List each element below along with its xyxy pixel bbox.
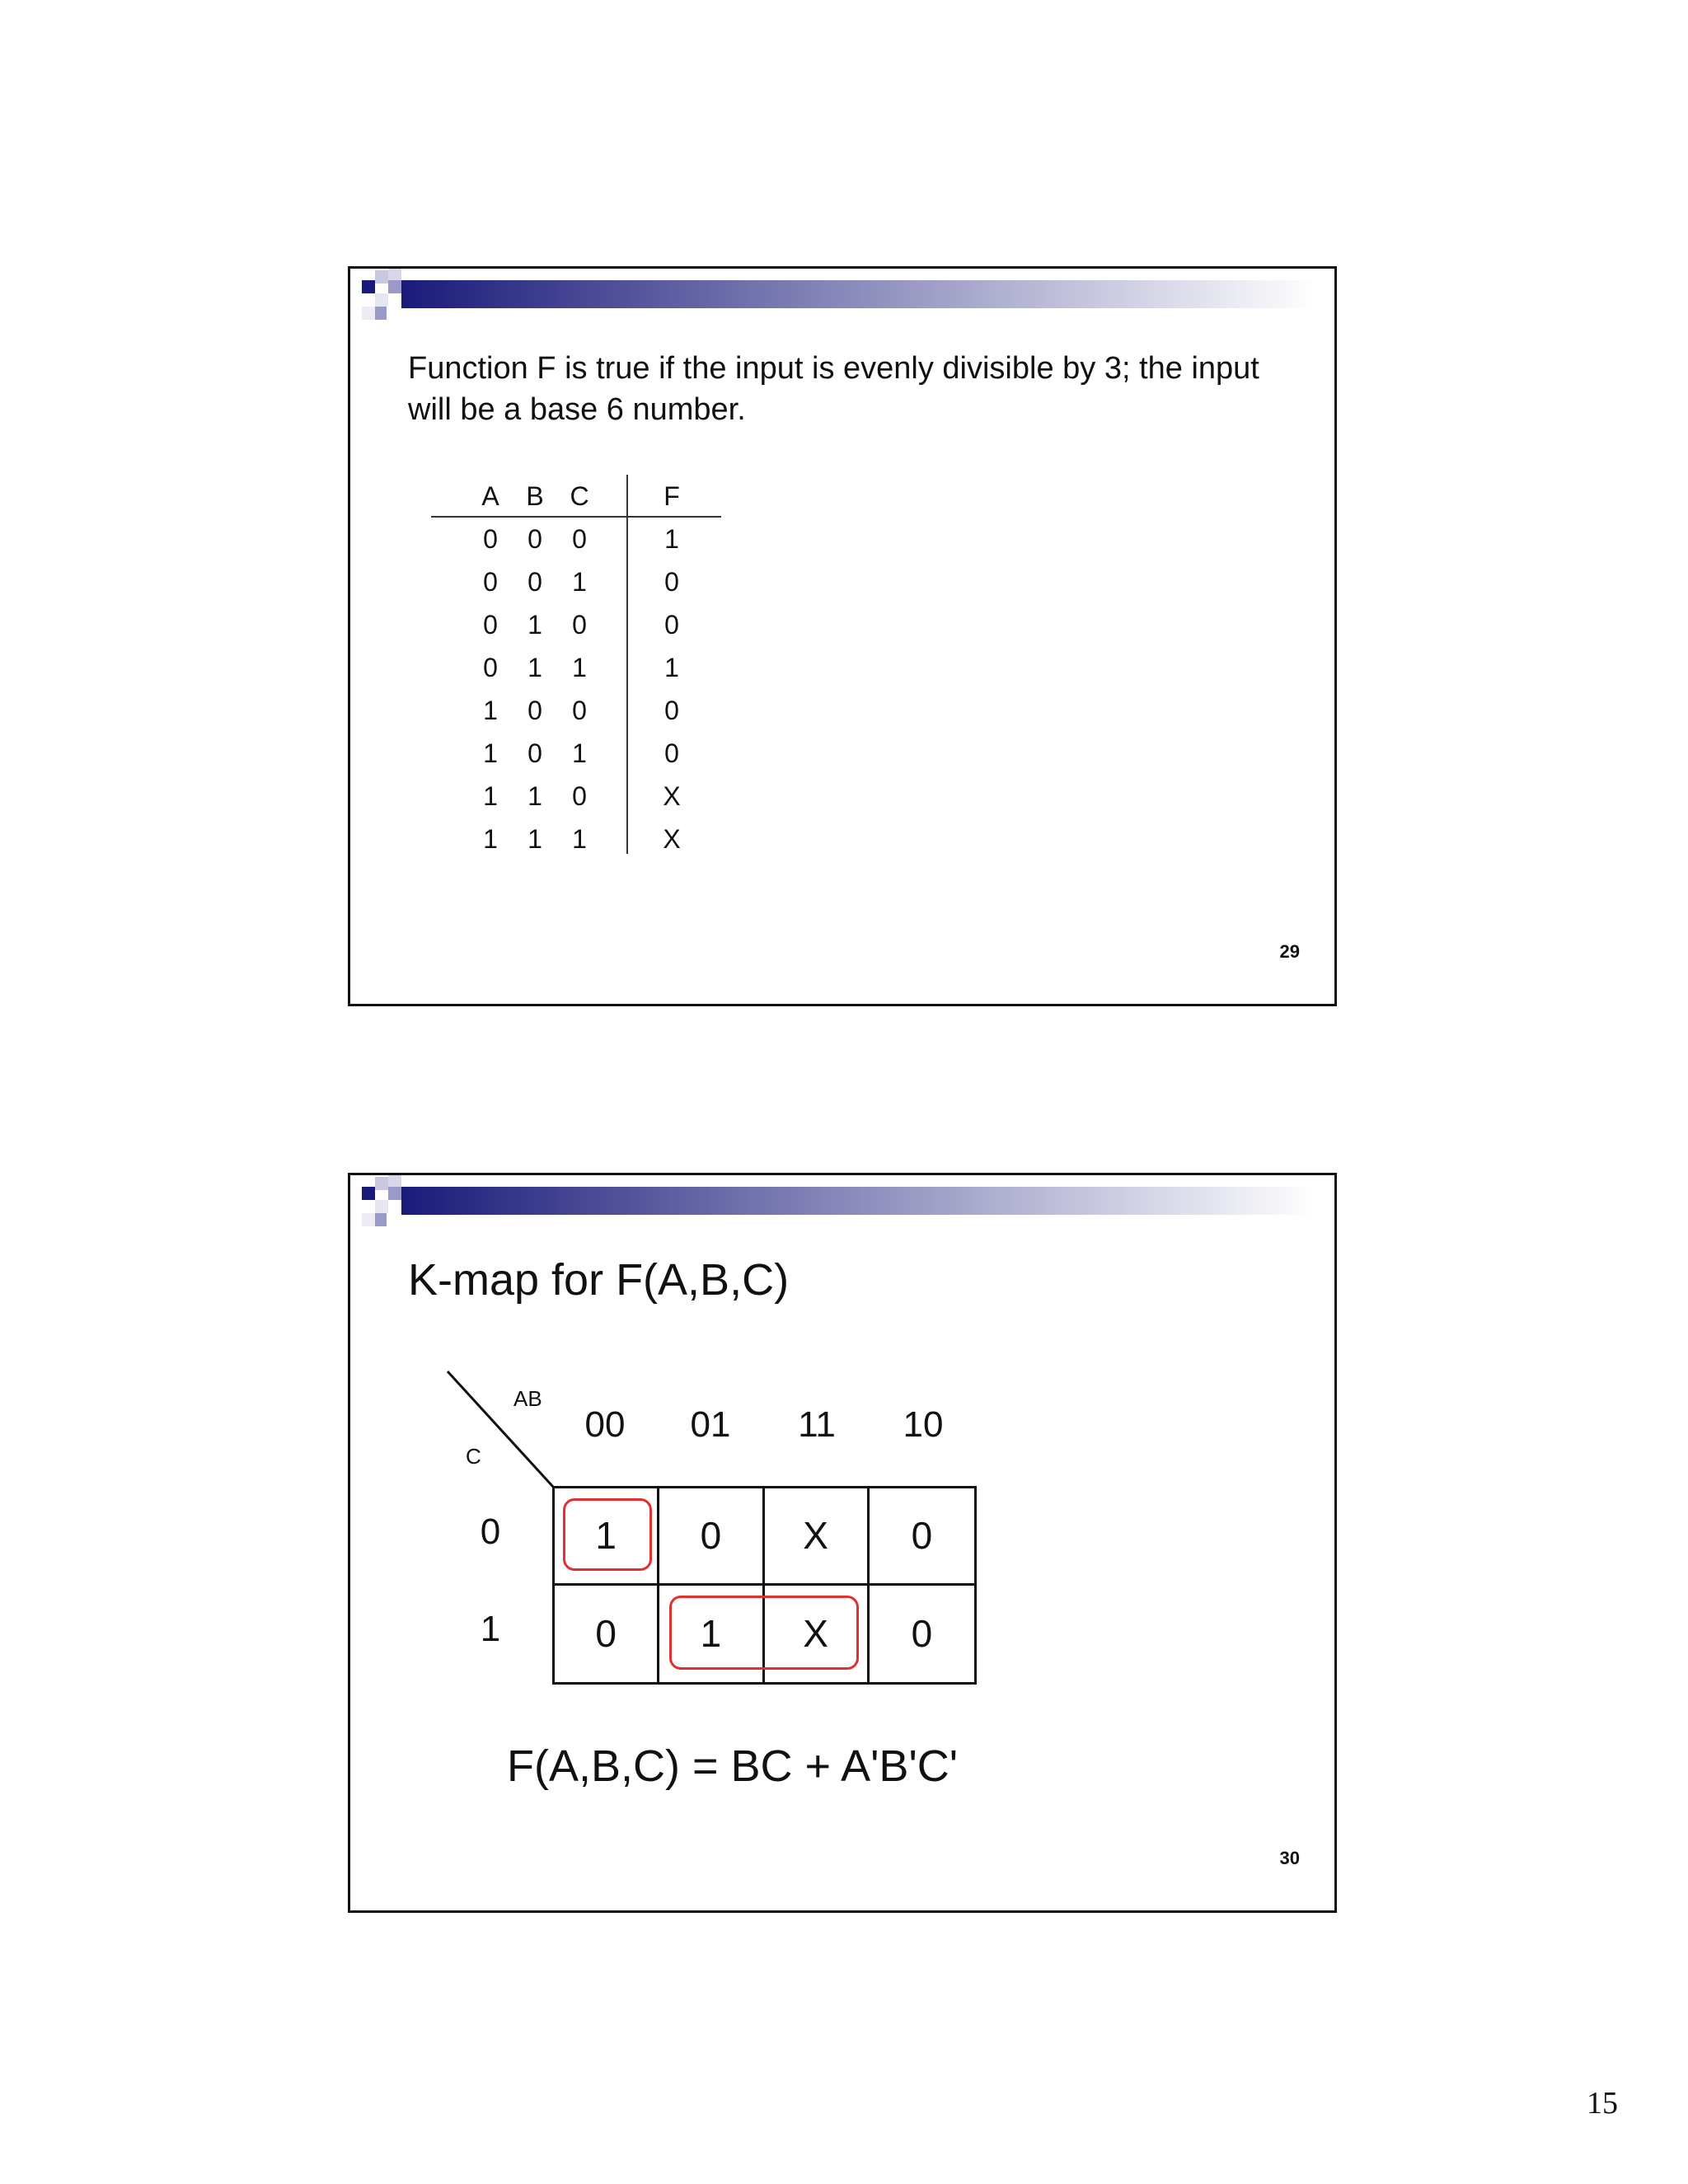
col-header-00: 00 [584,1404,626,1445]
row-8-f: X [663,824,681,854]
row-5-a: 1 [483,696,498,725]
row-1-a: 0 [483,524,498,554]
simplified-equation: F(A,B,C) = BC + A'B'C' [507,1741,959,1791]
row-2-b: 0 [528,567,542,597]
kmap-cell: 0 [659,1488,764,1586]
row-2-c: 1 [572,567,587,597]
row-7-b: 1 [528,781,542,811]
header-f: F [663,481,680,511]
kmap-cell: X [765,1586,870,1683]
kmap-group-minterm-0 [563,1498,652,1571]
slide-number: 30 [1279,1848,1300,1868]
slide-title: K-map for F(A,B,C) [408,1255,790,1305]
truth-table [350,269,1339,1009]
row-2-f: 0 [664,567,679,597]
row-6-f: 0 [664,738,679,768]
row-8-a: 1 [483,824,498,854]
row-5-c: 0 [572,696,587,725]
row-3-b: 1 [528,610,542,640]
kmap-cell: 0 [555,1586,659,1683]
kmap-cell: 0 [911,1612,933,1656]
row-3-a: 0 [483,610,498,640]
kmap-cell: 1 [659,1586,764,1683]
row-4-a: 0 [483,653,498,682]
row-4-b: 1 [528,653,542,682]
problem-statement: Function F is true if the input is evenly divisible by 3; the input will be a base 6 number. [408,351,1259,427]
row-6-c: 1 [572,738,587,768]
slide-29 [348,266,1337,1006]
row-header-0: 0 [480,1511,501,1552]
slide-number: 29 [1279,941,1300,962]
row-8-b: 1 [528,824,542,854]
kmap-cell: 0 [870,1488,974,1586]
row-4-c: 1 [572,653,587,682]
row-8-c: 1 [572,824,587,854]
kmap-group-bc [669,1596,859,1670]
row-3-f: 0 [664,610,679,640]
row-header-1: 1 [480,1609,501,1649]
row-7-f: X [663,781,681,811]
row-2-a: 0 [483,567,498,597]
row-5-f: 0 [664,696,679,725]
row-1-b: 0 [528,524,542,554]
page-number: 15 [1587,2086,1618,2121]
row-1-f: 1 [664,524,679,554]
col-header-01: 01 [690,1404,731,1445]
slide-30 [348,1173,1337,1913]
row-7-c: 0 [572,781,587,811]
kmap-cell: X [765,1488,870,1586]
col-header-11: 11 [798,1404,836,1445]
header-b: B [526,481,544,511]
col-header-10: 10 [903,1404,944,1445]
header-a: A [481,481,499,511]
row-7-a: 1 [483,781,498,811]
row-6-b: 0 [528,738,542,768]
c-label: C [466,1444,481,1469]
row-3-c: 0 [572,610,587,640]
row-5-b: 0 [528,696,542,725]
row-1-c: 0 [572,524,587,554]
row-6-a: 1 [483,738,498,768]
kmap-cell: 1 [555,1488,659,1586]
row-4-f: 1 [664,653,679,682]
header-c: C [570,481,589,511]
table-header-divider [431,516,721,518]
ab-label: AB [513,1386,542,1411]
table-output-divider [626,475,628,854]
